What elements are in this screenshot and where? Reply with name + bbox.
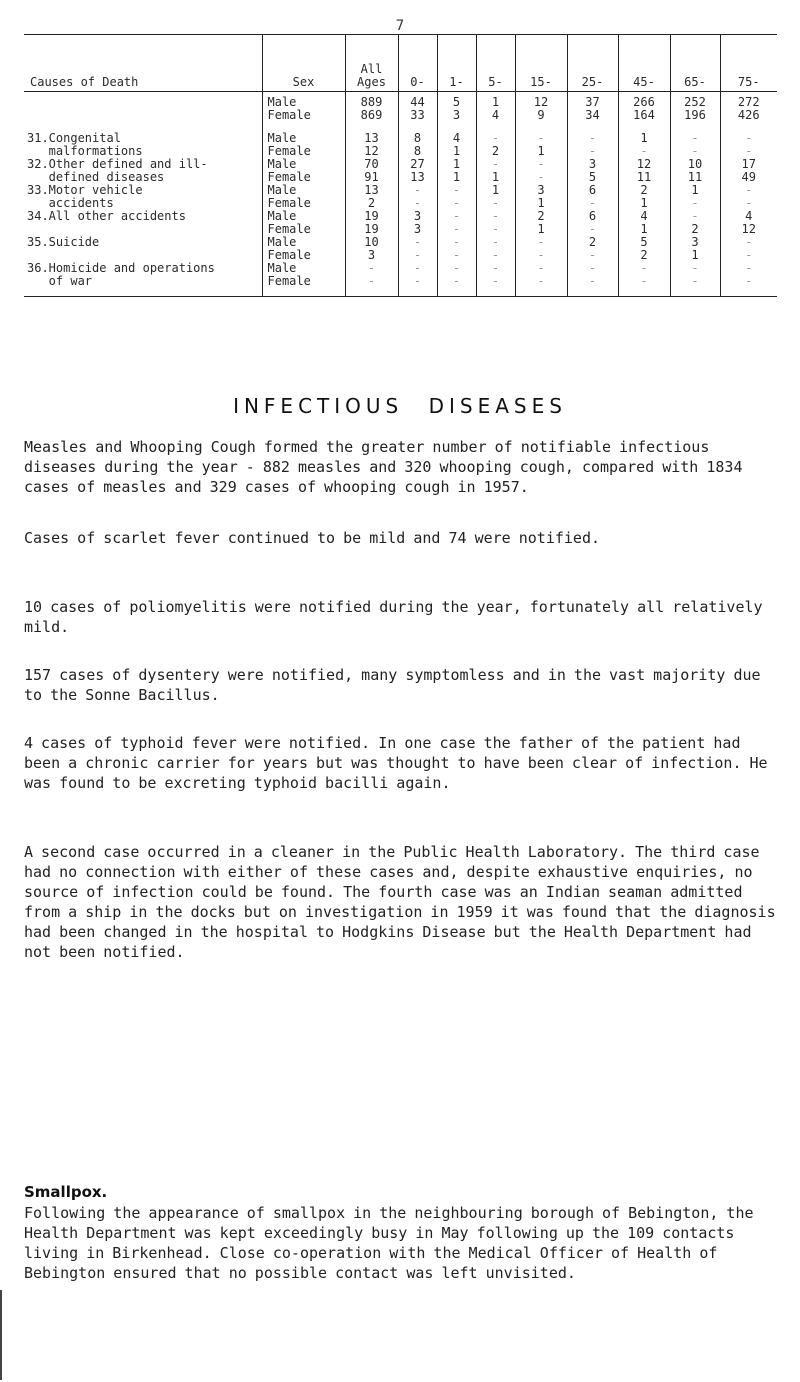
value-cell: 869 bbox=[345, 109, 398, 132]
table-row bbox=[24, 236, 777, 249]
value-cell: - bbox=[437, 184, 476, 197]
paragraph-dysentery: 157 cases of dysentery were notified, many symptomless and in the vast majority due to the Sonne Bacillus. bbox=[24, 666, 761, 704]
value-cell: 8 bbox=[398, 132, 437, 145]
value-cell: - bbox=[670, 210, 720, 223]
cause-cell bbox=[24, 109, 262, 132]
value-cell: - bbox=[670, 145, 720, 158]
value-cell: 13 bbox=[398, 171, 437, 184]
value-cell: - bbox=[437, 210, 476, 223]
table-header bbox=[24, 35, 777, 92]
value-cell: 1 bbox=[437, 145, 476, 158]
table-row bbox=[24, 184, 777, 197]
value-cell: - bbox=[345, 275, 398, 297]
cause-cell: 32.Other defined and ill- bbox=[27, 157, 208, 171]
value-cell: 1 bbox=[670, 249, 720, 262]
column-header: 0- bbox=[398, 35, 437, 92]
column-header: All Ages bbox=[345, 35, 398, 92]
value-cell: - bbox=[720, 275, 777, 297]
value-cell: - bbox=[437, 223, 476, 236]
value-cell: 1 bbox=[437, 158, 476, 171]
cause-cell: malformations bbox=[27, 144, 143, 158]
value-cell: 10 bbox=[345, 236, 398, 249]
value-cell: - bbox=[567, 262, 618, 275]
sex-cell: Male bbox=[262, 184, 345, 197]
value-cell: - bbox=[618, 262, 670, 275]
value-cell: 3 bbox=[515, 184, 567, 197]
table-row bbox=[24, 210, 777, 223]
value-cell: - bbox=[398, 275, 437, 297]
value-cell: - bbox=[720, 249, 777, 262]
value-cell: 3 bbox=[345, 249, 398, 262]
column-header: Causes of Death bbox=[24, 35, 262, 92]
value-cell: 3 bbox=[398, 223, 437, 236]
value-cell: - bbox=[670, 262, 720, 275]
value-cell: - bbox=[720, 236, 777, 249]
sex-cell: Male bbox=[262, 132, 345, 145]
sex-cell: Female bbox=[262, 197, 345, 210]
value-cell: 70 bbox=[345, 158, 398, 171]
cause-cell: accidents bbox=[27, 196, 114, 210]
sex-cell: Female bbox=[262, 275, 345, 297]
value-cell: - bbox=[476, 197, 515, 210]
cause-cell: 34.All other accidents bbox=[27, 209, 186, 223]
value-cell: 1 bbox=[476, 171, 515, 184]
value-cell: - bbox=[515, 132, 567, 145]
value-cell: 8 bbox=[398, 145, 437, 158]
section-heading: INFECTIOUS DISEASES bbox=[233, 394, 567, 418]
table-row bbox=[24, 275, 777, 297]
value-cell: 164 bbox=[618, 109, 670, 132]
value-cell: 1 bbox=[618, 132, 670, 145]
value-cell: 3 bbox=[670, 236, 720, 249]
value-cell: 33 bbox=[398, 109, 437, 132]
value-cell: 1 bbox=[515, 223, 567, 236]
value-cell: 1 bbox=[618, 197, 670, 210]
value-cell: 12 bbox=[618, 158, 670, 171]
value-cell: 5 bbox=[437, 92, 476, 110]
paragraph-smallpox: Following the appearance of smallpox in the neighbouring borough of Bebington, the Health Department was kept exceedingly busy in May following up the 109 contacts living in Birkenhead. Close co-operation with the Medical Officer of Health of Bebington ensured that no possible contact was left unvisited. bbox=[24, 1204, 754, 1282]
value-cell: 27 bbox=[398, 158, 437, 171]
value-cell: 6 bbox=[567, 184, 618, 197]
table-row bbox=[24, 92, 777, 110]
cause-cell: 33.Motor vehicle bbox=[27, 183, 143, 197]
value-cell: 1 bbox=[670, 184, 720, 197]
value-cell: 1 bbox=[476, 184, 515, 197]
value-cell: - bbox=[437, 262, 476, 275]
column-header: Sex bbox=[262, 35, 345, 92]
value-cell: - bbox=[567, 223, 618, 236]
value-cell: 12 bbox=[345, 145, 398, 158]
value-cell: 19 bbox=[345, 223, 398, 236]
table-body bbox=[24, 92, 777, 297]
paragraph-poliomyelitis: 10 cases of poliomyelitis were notified during the year, fortunately all relatively mild. bbox=[24, 598, 763, 636]
value-cell: 12 bbox=[720, 223, 777, 236]
value-cell: 10 bbox=[670, 158, 720, 171]
cause-cell: 35.Suicide bbox=[27, 235, 100, 249]
cause-cell: of war bbox=[24, 275, 262, 297]
page-number: 7 bbox=[395, 18, 405, 34]
value-cell: - bbox=[515, 158, 567, 171]
value-cell: - bbox=[515, 171, 567, 184]
paragraph-typhoid: 4 cases of typhoid fever were notified. In one case the father of the patient had been a chronic carrier for years but was thought to have been clear of infection. He was found to be excreting typhoid bacilli again. bbox=[24, 734, 768, 792]
value-cell: - bbox=[567, 249, 618, 262]
value-cell: 3 bbox=[567, 158, 618, 171]
value-cell: 17 bbox=[720, 158, 777, 171]
value-cell: 12 bbox=[515, 92, 567, 110]
value-cell: - bbox=[567, 132, 618, 145]
value-cell: 2 bbox=[567, 236, 618, 249]
value-cell: 2 bbox=[345, 197, 398, 210]
column-header: 45- bbox=[618, 35, 670, 92]
value-cell: 252 bbox=[670, 92, 720, 110]
sex-cell: Female bbox=[262, 171, 345, 184]
value-cell: 2 bbox=[618, 249, 670, 262]
column-header: 5- bbox=[476, 35, 515, 92]
sex-cell: Male bbox=[262, 92, 345, 110]
table-row bbox=[24, 262, 777, 275]
value-cell: - bbox=[670, 132, 720, 145]
value-cell: 91 bbox=[345, 171, 398, 184]
value-cell: 6 bbox=[567, 210, 618, 223]
value-cell: 1 bbox=[476, 92, 515, 110]
sex-cell: Male bbox=[262, 262, 345, 275]
value-cell: 889 bbox=[345, 92, 398, 110]
value-cell: 4 bbox=[720, 210, 777, 223]
cause-cell: 36.Homicide and operations bbox=[27, 261, 215, 275]
value-cell: - bbox=[515, 262, 567, 275]
value-cell: 37 bbox=[567, 92, 618, 110]
value-cell: 196 bbox=[670, 109, 720, 132]
value-cell: 13 bbox=[345, 184, 398, 197]
value-cell: 2 bbox=[476, 145, 515, 158]
value-cell: - bbox=[720, 132, 777, 145]
value-cell: 1 bbox=[515, 197, 567, 210]
value-cell: 1 bbox=[515, 145, 567, 158]
value-cell: - bbox=[398, 262, 437, 275]
value-cell: - bbox=[618, 275, 670, 297]
column-header: 1- bbox=[437, 35, 476, 92]
value-cell: 49 bbox=[720, 171, 777, 184]
value-cell: - bbox=[476, 158, 515, 171]
value-cell: - bbox=[476, 249, 515, 262]
table-row bbox=[24, 109, 777, 132]
value-cell: 4 bbox=[437, 132, 476, 145]
value-cell: - bbox=[720, 262, 777, 275]
value-cell: - bbox=[720, 184, 777, 197]
value-cell: 1 bbox=[618, 223, 670, 236]
value-cell: 11 bbox=[670, 171, 720, 184]
value-cell: - bbox=[398, 249, 437, 262]
value-cell: 272 bbox=[720, 92, 777, 110]
value-cell: - bbox=[476, 210, 515, 223]
value-cell: - bbox=[398, 184, 437, 197]
value-cell: - bbox=[567, 145, 618, 158]
value-cell: 426 bbox=[720, 109, 777, 132]
paragraph-scarlet-fever: Cases of scarlet fever continued to be mild and 74 were notified. bbox=[24, 529, 600, 547]
value-cell: - bbox=[437, 249, 476, 262]
value-cell: - bbox=[476, 236, 515, 249]
sex-cell: Male bbox=[262, 210, 345, 223]
value-cell: 34 bbox=[567, 109, 618, 132]
smallpox-heading: Smallpox. bbox=[24, 1183, 108, 1201]
sex-cell: Male bbox=[262, 158, 345, 171]
cause-cell bbox=[24, 92, 262, 110]
scan-edge-mark bbox=[0, 1290, 2, 1380]
value-cell: 5 bbox=[618, 236, 670, 249]
paragraph-typhoid-cases: A second case occurred in a cleaner in the Public Health Laboratory. The third case had no connection with either of these cases and, despite exhaustive enquiries, no source of infection could be found. The fourth case was an Indian seaman admitted from a ship in the docks but on investigation in 1959 it was found that the diagnosis had been changed in the hospital to Hodgkins Disease but the Health Department had not been notified. bbox=[24, 843, 776, 961]
value-cell: - bbox=[437, 236, 476, 249]
value-cell: 3 bbox=[437, 109, 476, 132]
value-cell: 13 bbox=[345, 132, 398, 145]
value-cell: 9 bbox=[515, 109, 567, 132]
value-cell: - bbox=[670, 275, 720, 297]
value-cell: 3 bbox=[398, 210, 437, 223]
value-cell: 4 bbox=[476, 109, 515, 132]
value-cell: - bbox=[515, 249, 567, 262]
value-cell: 1 bbox=[437, 171, 476, 184]
column-header: 15- bbox=[515, 35, 567, 92]
value-cell: - bbox=[567, 197, 618, 210]
value-cell: - bbox=[670, 197, 720, 210]
value-cell: - bbox=[398, 197, 437, 210]
value-cell: - bbox=[476, 262, 515, 275]
cause-cell: 31.Congenital bbox=[27, 131, 121, 145]
value-cell: - bbox=[476, 132, 515, 145]
value-cell: 266 bbox=[618, 92, 670, 110]
sex-cell: Female bbox=[262, 109, 345, 132]
value-cell: 5 bbox=[567, 171, 618, 184]
value-cell: - bbox=[618, 145, 670, 158]
value-cell: - bbox=[515, 275, 567, 297]
sex-cell: Female bbox=[262, 223, 345, 236]
value-cell: - bbox=[720, 197, 777, 210]
value-cell: 44 bbox=[398, 92, 437, 110]
value-cell: - bbox=[476, 223, 515, 236]
value-cell: - bbox=[720, 145, 777, 158]
value-cell: - bbox=[345, 262, 398, 275]
value-cell: - bbox=[398, 236, 437, 249]
sex-cell: Female bbox=[262, 145, 345, 158]
value-cell: - bbox=[476, 275, 515, 297]
value-cell: - bbox=[515, 236, 567, 249]
causes-of-death-table bbox=[24, 34, 777, 297]
sex-cell: Female bbox=[262, 249, 345, 262]
column-header: 75- bbox=[720, 35, 777, 92]
value-cell: 2 bbox=[618, 184, 670, 197]
value-cell: - bbox=[437, 275, 476, 297]
paragraph-measles: Measles and Whooping Cough formed the greater number of notifiable infectious diseases during the year - 882 measles and 320 whooping cough, compared with 1834 cases of measles and 329 cases of whooping cough in 1957. bbox=[24, 438, 743, 496]
column-header: 65- bbox=[670, 35, 720, 92]
table-row bbox=[24, 223, 777, 236]
cause-cell: defined diseases bbox=[27, 170, 165, 184]
value-cell: 2 bbox=[515, 210, 567, 223]
sex-cell: Male bbox=[262, 236, 345, 249]
value-cell: 4 bbox=[618, 210, 670, 223]
value-cell: 11 bbox=[618, 171, 670, 184]
value-cell: - bbox=[437, 197, 476, 210]
value-cell: 2 bbox=[670, 223, 720, 236]
value-cell: - bbox=[567, 275, 618, 297]
column-header: 25- bbox=[567, 35, 618, 92]
value-cell: 19 bbox=[345, 210, 398, 223]
